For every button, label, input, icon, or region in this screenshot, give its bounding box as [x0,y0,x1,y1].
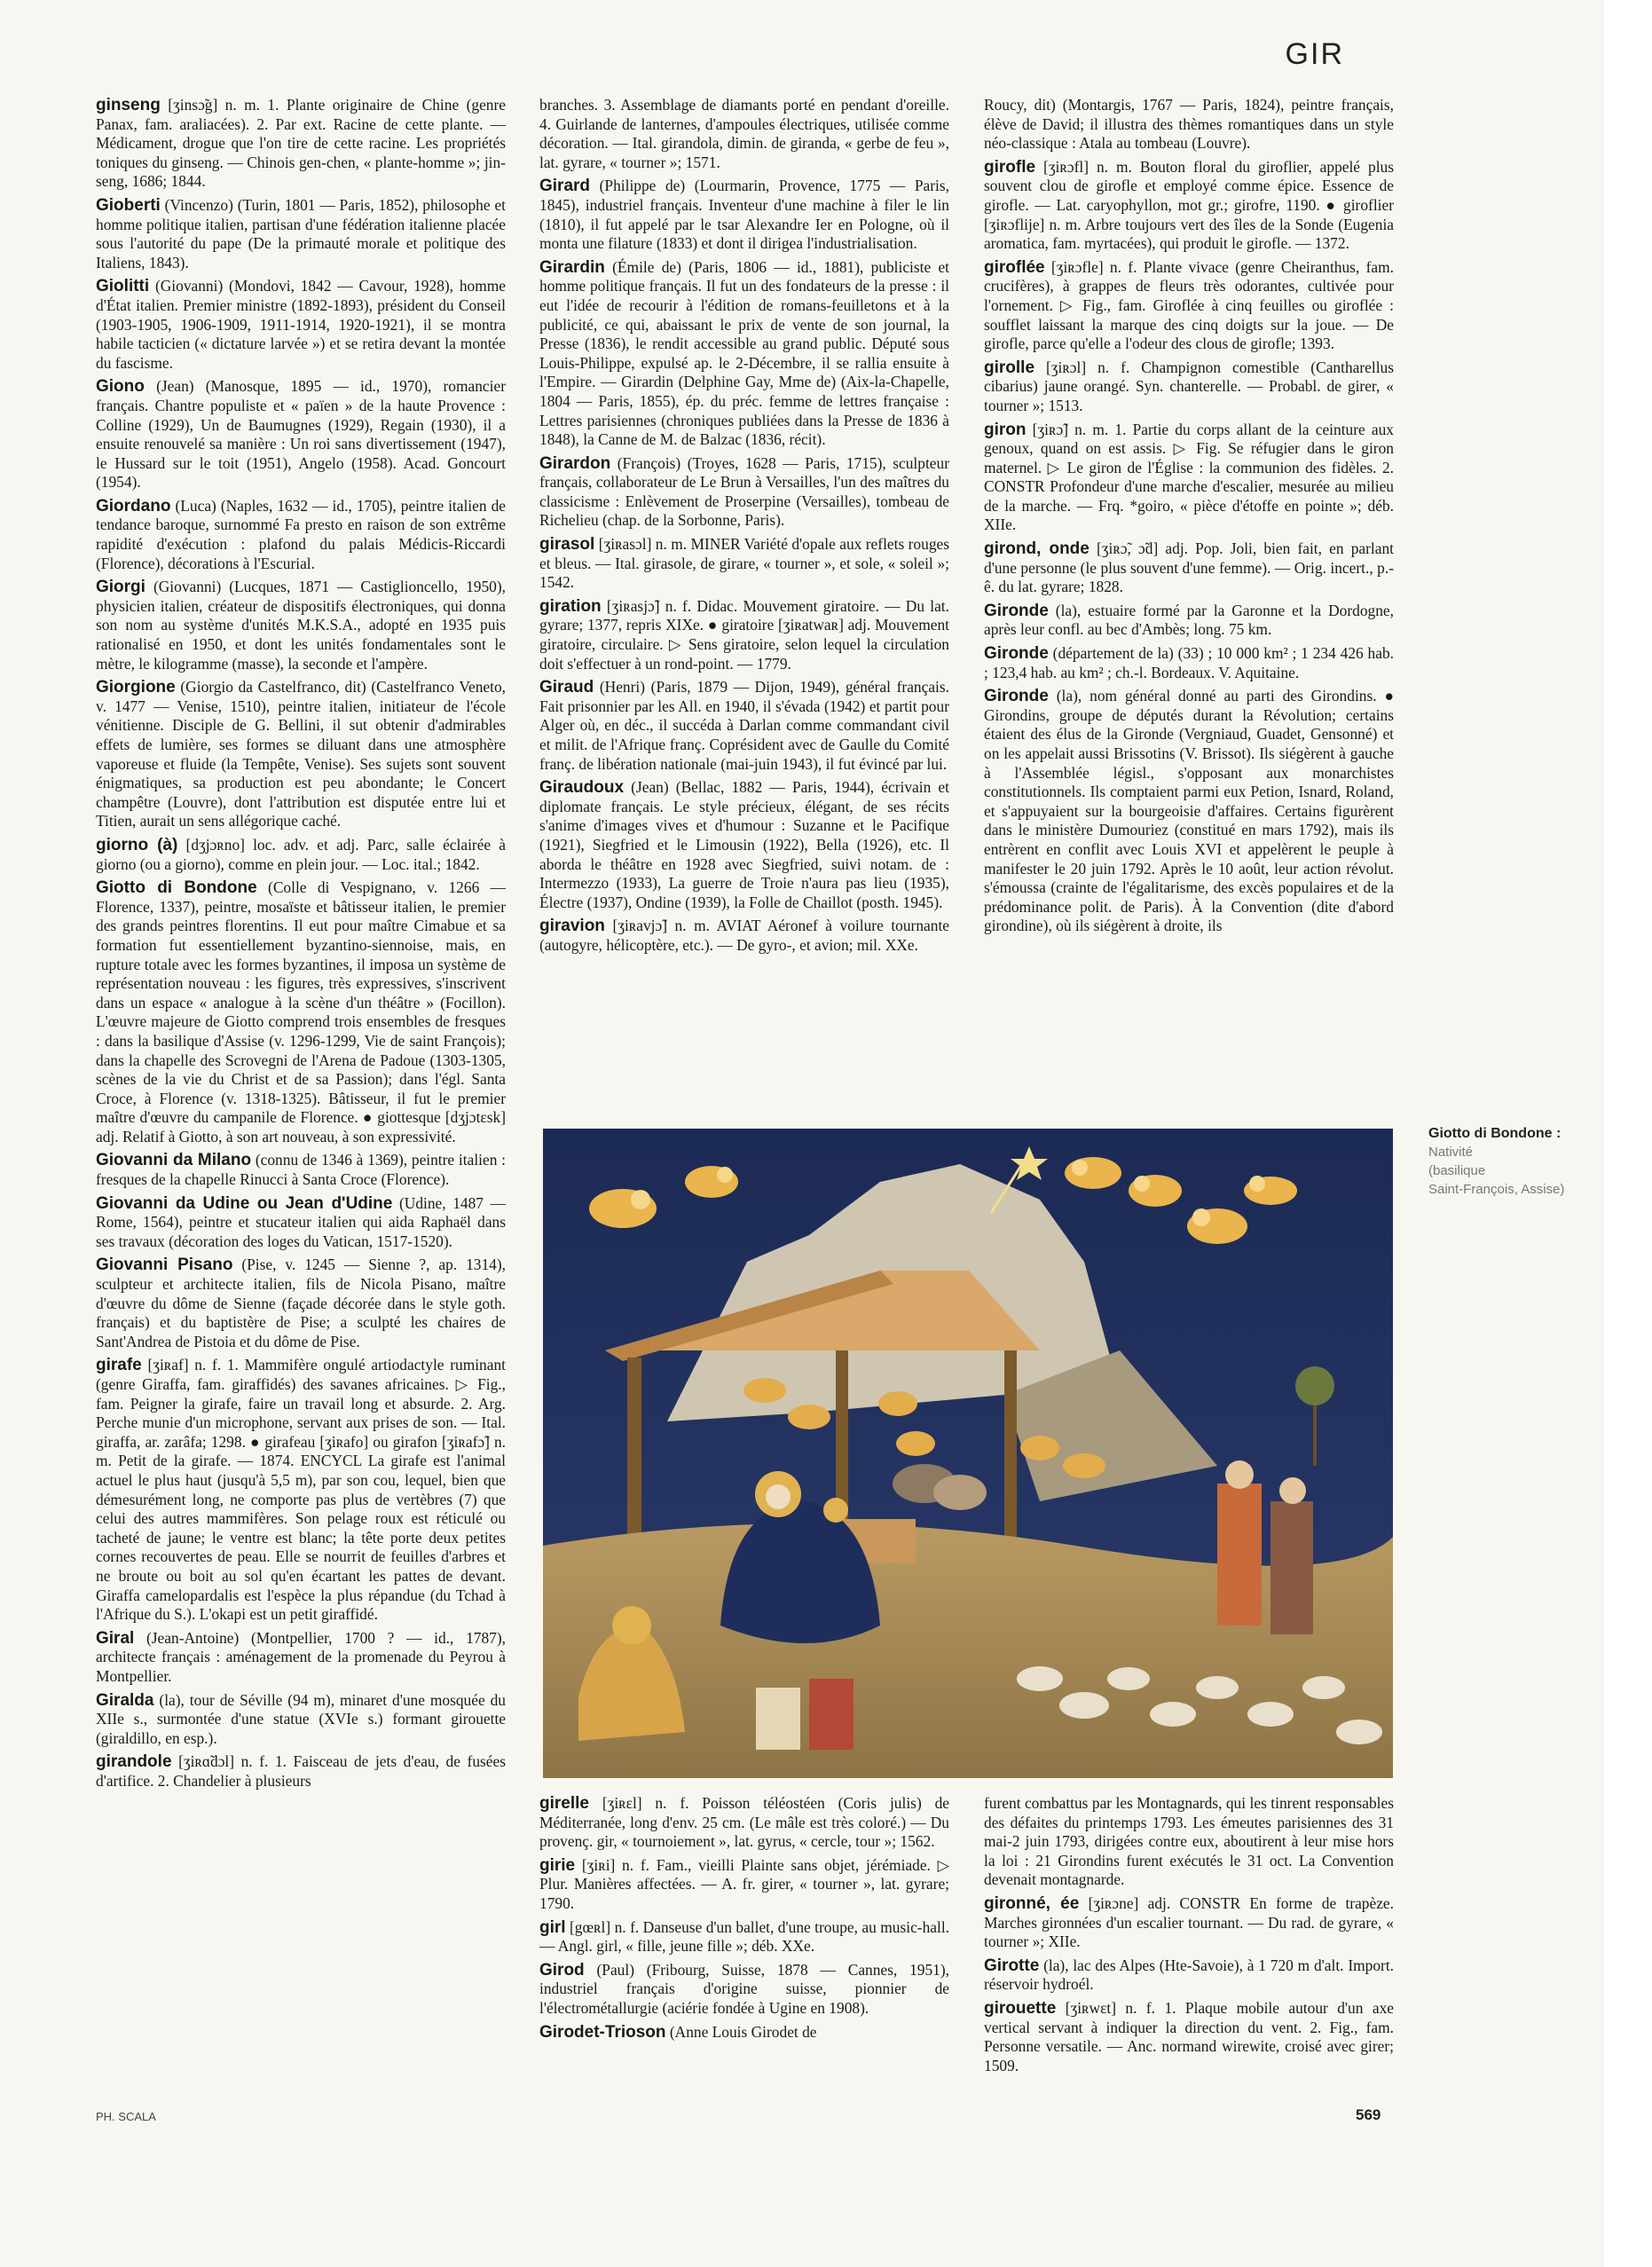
photo-credit: PH. SCALA [96,2110,156,2123]
dictionary-entry [96,497,506,573]
dictionary-entry [984,687,1394,936]
entry-definition: [ʒiʀɔl] n. f. Champignon comestible (Cantharellus cibarius) jaune orangé. Syn. chanterelle. — Probabl. de girer, « tourner »; 1513. [984,358,1394,414]
entry-definition: [ʒiʀaf] n. f. 1. Mammifère ongulé artiodactyle ruminant (genre Giraffa, fam. giraffidés) des savanes africaines. ▷ Fig., fam. Peigner la girafe, faire un travail long et absurde. 2. Arg. Perche munie d'un microphone, servant aux prises de son. — Ital. giraffa, ar. zarâfa; 1298. ● girafeau [ʒiʀafo] ou girafon [ʒiʀafɔ̃] n. m. Petit de la girafe. — 1874. ENCYCL La girafe est l'animal actuel le plus haut (jusqu'à 5,5 m), par son cou, lequel, bien que démesurément long, ne comporte pas plus de vertèbres (7) que celui des autres mammifères. Son pelage roux est réticulé ou tacheté de jaune; le ventre est blanc; la tête porte deux petites cornes recouvertes de peau. Elle se nourrit de feuilles d'arbres et ne broute ou boit au sol qu'en écartant les pattes de devant. Giraffa camelopardalis est l'espèce la plus répandue (du Tchad à l'Afrique du S.). L'okapi est un petit giraffidé. [96,1356,506,1624]
caption-title: Giotto di Bondone : [1428,1126,1562,1141]
entry-definition: (Émile de) (Paris, 1806 — id., 1881), publiciste et homme politique français. Il fut un des fondateurs de la presse : il eut l'idée de recourir à l'édition de romans-feuilletons et à la publicité, ce qui, abaissant le prix de vente de son journal, la Presse (1836), le rendit accessible au grand public. Député sous Louis-Philippe, expulsé ap. le 2-Décembre, il se rallia ensuite à l'Empire. — Girardin (Delphine Gay, Mme de) (Aix-la-Chapelle, 1804 — Paris, 1855), ép. du préc. femme de lettres française : Lettres parisiennes (chroniques publiées dans la Presse de 1836 à 1848), la Canne de M. de Balzac (1836, récit). [539,257,949,449]
column-2 [539,96,949,1107]
entry-headword: Giralda [96,1690,154,1710]
column-3 [984,96,1394,1107]
entry-headword: Giorgi [96,578,146,597]
entry-definition: (Jean) (Manosque, 1895 — id., 1970), romancier français. Chantre populiste et « païen » de la haute Provence : Colline (1929), Un de Baumugnes (1929), Regain (1930), il a ensuite renouvelé sa manière : Un roi sans divertissement (1947), le Hussard sur le toit (1951), Angelo (1958). Acad. Goncourt (1954). [96,377,506,492]
entry-headword: Giovanni da Milano [96,1151,252,1170]
entry-headword: Girardin [539,257,605,277]
entry-headword: girond, onde [984,539,1090,559]
dictionary-entry [96,1356,506,1624]
entry-headword: Giordano [96,496,171,516]
dictionary-entry [539,96,949,172]
entry-definition: [ʒiʀɔfl] n. m. Bouton floral du giroflier, appelé plus souvent clou de girofle et employé comme épice. Essence de girofle. — Lat. caryophyllon, mot gr.; girofre, 1190. ● giroflier [ʒiʀɔflije] n. m. Arbre toujours vert des îles de la Sonde (Eugenia aromatica, fam. myrtacées), qui produit le girofle. — 1372. [984,157,1394,253]
dictionary-entry [96,836,506,874]
entry-headword: Girod [539,1960,585,1980]
dictionary-entry [984,1956,1394,1995]
entry-definition: (la), tour de Séville (94 m), minaret d'une mosquée du XIIe s., surmontée d'une statue (XVIe s.) formant girouette (giraldillo, en esp.). [96,1690,506,1747]
entry-headword: Girard [539,177,591,196]
entry-definition: [ʒiʀɔ̃, ɔ̃d] adj. Pop. Joli, bien fait, en parlant d'une personne (le plus souvent d'une femme). — Orig. incert., p.-ê. du lat. gyrare; 1828. [984,539,1394,596]
dictionary-entry [96,878,506,1146]
entry-headword: girafe [96,1356,142,1375]
dictionary-entry [96,1629,506,1687]
dictionary-entry [984,539,1394,597]
entry-definition: (Jean-Antoine) (Montpellier, 1700 ? — id., 1787), architecte français : aménagement de la promenade du Peyrou à Montpellier. [96,1628,506,1685]
entry-definition: [ʒiʀɛl] n. f. Poisson téléostéen (Coris julis) de Méditerranée, long d'env. 25 cm. (Le mâle est très coloré.) — Du provenç. gir, « tournoiement », lat. gyrus, « cercle, tour »; 1562. [539,1794,949,1851]
entry-headword: Giral [96,1628,135,1648]
entry-headword: girl [539,1917,566,1937]
entry-headword: Gironde [984,687,1049,706]
entry-definition: [ʒiʀɔne] adj. CONSTR En forme de trapèze. Marches gironnées d'un escalier tournant. — Du rad. de gyrare, « tourner »; XIIe. [984,1893,1394,1951]
entry-headword: Gironde [984,644,1049,664]
entry-definition: (Anne Louis Girodet de [665,2022,817,2041]
entry-headword: giration [539,596,602,616]
dictionary-entry [539,678,949,774]
entry-headword: giorno (à) [96,835,178,854]
entry-definition: (Paul) (Fribourg, Suisse, 1878 — Cannes, 1951), industriel français d'origine suisse, pionnier de l'électrométallurgie (aciérie fondée à Ugine en 1908). [539,1960,949,2017]
dictionary-entry [984,602,1394,640]
entry-definition: (François) (Troyes, 1628 — Paris, 1715), sculpteur français, collaborateur de Le Brun à Versailles, l'un des maîtres du classicisme : Enlèvement de Proserpine (Versailles), tombeau de Richelieu (chap. de la Sorbonne, Paris). [539,453,949,530]
entry-headword: girasol [539,535,595,555]
entry-definition: [ʒiʀasɔl] n. m. MINER Variété d'opale aux reflets rouges et bleus. — Ital. girasole, de girare, « tourner », et sole, « soleil »; 1542. [539,535,949,592]
dictionary-entry [539,177,949,253]
dictionary-entry [96,1752,506,1791]
entry-definition: (Udine, 1487 — Rome, 1564), peintre et stucateur italien qui aida Raphaël dans ses travaux (décoration des loges du Vatican, 1517-1520). [96,1193,506,1250]
entry-definition: (Colle di Vespignano, v. 1266 — Florence, 1337), peintre, mosaïste et bâtisseur italien, le premier des grands peintres florentins. Il eut pour maître Cimabue et sa formation fut essentiellement byzantino-siennoise, mais, en rupture totale avec les formes byzantines, il imposa un système de représentation nouveau : les figures, très expressives, s'inscrivent dans un espace « analogue à la scène d'un théâtre » (Focillon). L'œuvre majeure de Giotto comprend trois ensembles de fresques : dans la basilique d'Assise (v. 1296-1299, Vie de saint François); dans la chapelle des Scrovegni de l'Arena de Padoue (1303-1305, scènes de la vie du Christ et de sa Passion); dans l'égl. Santa Croce, à Florence (v. 1318-1325). Bâtisseur, il fut le premier maître d'œuvre du campanile de Florence. ● giottesque [dʒjɔtɛsk] adj. Relatif à Giotto, à son art nouveau, à son expressivité. [96,878,506,1145]
entry-headword: Giorgione [96,678,176,697]
entry-headword: Gironde [984,601,1049,620]
column-1 [96,96,506,2074]
entry-headword: girouette [984,1998,1057,2018]
dictionary-entry [539,258,949,450]
dictionary-entry [96,277,506,373]
entry-headword: giravion [539,917,605,936]
dictionary-entry [984,358,1394,416]
dictionary-entry [96,1256,506,1351]
page-edge [1604,0,1652,2267]
entry-headword: Gioberti [96,195,161,215]
entry-definition: (Henri) (Paris, 1879 — Dijon, 1949), général français. Fait prisonnier par les All. en 1940, il s'évada (1942) et partit pour Alger où, en déc., il succéda à Darlan comme commandant civil et milit. de l'Afrique franç. Coprésident avec de Gaulle du Comité franç. de libération nationale (mai-juin 1943), il fut évincé par lui. [539,678,949,773]
entry-definition: (la), lac des Alpes (Hte-Savoie), à 1 720 m d'alt. Import. réservoir hydroél. [984,1956,1394,1994]
entry-definition: (Philippe de) (Lourmarin, Provence, 1775 — Paris, 1845), industriel français. Inventeur d'une machine à filer le lin (1810), il fut appelé par le tsar Alexandre Ier en Pologne, où il monta une filature (1833) et dont il dirigea l'industrialisation. [539,177,949,253]
dictionary-entry [984,1999,1394,2075]
fresco-illustration [543,1129,1393,1778]
entry-definition: (Giovanni) (Mondovi, 1842 — Cavour, 1928), homme d'État italien. Premier ministre (1892-1893), président du Conseil (1903-1905, 1906-1909, 1911-1914, 1920-1921), il se montra habile tacticien (« dictature larvée ») et se retira devant la montée du fascisme. [96,277,506,372]
entry-definition: [ʒinsɔ̃g] n. m. 1. Plante originaire de Chine (genre Panax, fam. araliacées). 2. Par ext. Racine de cette plante. — Médicament, drogue que l'on tire de cette racine. Les propriétés toniques du ginseng. — Chinois gen-chen, « plante-homme »; jin-seng, 1686; 1844. [96,96,506,191]
entry-headword: girolle [984,358,1035,377]
dictionary-entry [539,1961,949,2019]
dictionary-entry [96,1151,506,1189]
entry-definition: [ʒiʀi] n. f. Fam., vieilli Plainte sans objet, jérémiade. ▷ Plur. Manières affectées. — A. fr. girer, « tourner », lat. gyrare; 1790. [539,1855,949,1912]
dictionary-entry [539,454,949,531]
entry-definition: [ʒiʀasjɔ̃] n. f. Didac. Mouvement giratoire. — Du lat. gyrare; 1377, repris XIXe. ● giratoire [ʒiʀatwaʀ] adj. Mouvement giratoire, circulaire. ▷ Sens giratoire, selon lequel la circulation doit s'effectuer à un rond-point. — 1779. [539,596,949,673]
dictionary-entry [96,96,506,192]
entry-definition: [ʒiʀɑ̃dɔl] n. f. 1. Faisceau de jets d'eau, de fusées d'artifice. 2. Chandelier à plusieurs [96,1752,506,1790]
nativity-fresco-image [543,1129,1393,1778]
entry-headword: Giovanni Pisano [96,1256,233,1275]
entry-definition: [ʒiʀavjɔ̃] n. m. AVIAT Aéronef à voilure tournante (autogyre, hélicoptère, etc.). — De gyro-, et avion; mil. XXe. [539,917,949,954]
caption-line: Nativité [1428,1145,1474,1160]
dictionary-entry [984,258,1394,354]
entry-headword: Giotto di Bondone [96,878,257,898]
entry-headword: Girodet-Trioson [539,2022,666,2042]
entry-headword: Giolitti [96,277,150,296]
dictionary-entry [96,1194,506,1252]
dictionary-entry [96,578,506,673]
dictionary-entry [539,2023,949,2043]
figure-caption [1428,1124,1606,1199]
dictionary-entry [984,158,1394,254]
entry-headword: giron [984,420,1027,439]
entry-definition: [ʒiʀɔfle] n. f. Plante vivace (genre Cheiranthus, fam. crucifères), à grappes de fleurs très odorantes, cultivée pour l'ornement. ▷ Fig., fam. Giroflée à cinq feuilles ou giroflée : soufflet laissant la marque des cinq doigts sur la joue. — De girofle, parce qu'elle a l'odeur des clous de girofle; 1393. [984,257,1394,353]
dictionary-entry [539,1856,949,1914]
dictionary-entry [984,421,1394,536]
dictionary-entry [96,377,506,492]
dictionary-entry [539,1794,949,1852]
dictionary-entry [539,917,949,955]
dictionary-entry [539,597,949,673]
dictionary-entry [984,1794,1394,1890]
entry-definition: (Vincenzo) (Turin, 1801 — Paris, 1852), philosophe et homme politique italien, partisan d'une fédération italienne placée sous l'autorité du pape (De la primauté morale et politique des Italiens, 1843). [96,195,506,272]
entry-definition: (Pise, v. 1245 — Sienne ?, ap. 1314), sculpteur et architecte italien, fils de Nicola Pisano, maître d'œuvre du dôme de Sienne (façade décorée dans le style goth. français) et du baptistère de Pise; a sculpté les chaires de Sant'Andrea de Pistoia et du dôme de Pise. [96,1256,506,1350]
dictionary-entry [96,678,506,831]
dictionary-entry [539,1918,949,1956]
entry-headword: Girotte [984,1956,1040,1975]
entry-definition: [dʒjɔʀno] loc. adv. et adj. Parc, salle éclairée à giorno (ou a giorno), comme en plein jour. — Loc. ital.; 1842. [96,835,506,873]
dictionary-entry [96,196,506,272]
entry-headword: Giraud [539,678,594,697]
dictionary-entry [984,644,1394,682]
entry-headword: Giraudoux [539,778,625,798]
entry-definition: branches. 3. Assemblage de diamants porté en pendant d'oreille. 4. Guirlande de lanternes, d'ampoules électriques, utilisée comme décoration. — Ital. girandola, dimin. de giranda, « gerbe de feu », lat. gyrare, « tourner »; 1571. [539,96,949,171]
entry-definition: Roucy, dit) (Montargis, 1767 — Paris, 1824), peintre français, élève de David; il illustra des thèmes romantiques dans un style néo-classique : Atala au tombeau (Louvre). [984,96,1394,153]
entry-definition: [ʒiʀɔ̃] n. m. 1. Partie du corps allant de la ceinture aux genoux, quand on est assis. ▷ Fig. Se réfugier dans le giron maternel. ▷ Le giron de l'Église : la communion des fidèles. 2. CONSTR Profondeur d'une marche d'escalier, mesurée au milieu de la marche. — Frq. *goiro, « pièce d'étoffe en pointe »; déb. XIIe. [984,420,1394,534]
entry-headword: gironné, ée [984,1893,1080,1913]
entry-definition: (Giovanni) (Lucques, 1871 — Castiglioncello, 1950), physicien italien, créateur de dispositifs électroniques, qui donna son nom au système d'unités M.K.S.A., adopté en 1935 puis rationalisé en 1950, et dont les unités fondamentales sont le mètre, le kilogramme (masse), la seconde et l'ampère. [96,578,506,673]
dictionary-entry [539,535,949,593]
entry-definition: furent combattus par les Montagnards, qui les tinrent responsables des défaites du printemps 1793. Les émeutes parisiennes des 31 mai-2 juin 1793, dirigées contre eux, aboutirent à leur mise hors la loi : 21 Girondins furent exécutés le 31 oct. La Convention devenait montagnarde. [984,1794,1394,1889]
entry-headword: giroflée [984,257,1045,277]
entry-definition: (Giorgio da Castelfranco, dit) (Castelfranco Veneto, v. 1477 — Venise, 1510), peintre italien, initiateur de l'école vénitienne. Disciple de G. Bellini, il sut obtenir d'admirables effets de lumière, ses formes se diluant dans une atmosphère vaporeuse et fluide (la Tempête, Venise). Ses sujets sont souvent énigmatiques, sa production est peu abondante; le Concert champêtre (Louvre), dont l'attribution est disputée entre lui et Titien, aurait un sens allégorique caché. [96,678,506,830]
column-3-lower [984,1794,1394,2096]
guide-word: GIR [1285,37,1344,71]
dictionary-entry [984,96,1394,153]
entry-headword: Giovanni da Udine ou Jean d'Udine [96,1193,393,1213]
caption-line: Saint-François, Assise) [1428,1182,1565,1197]
entry-definition: (département de la) (33) ; 10 000 km² ; 1 234 426 hab. ; 123,4 hab. au km² ; ch.-l. Bordeaux. V. Aquitaine. [984,644,1394,681]
entry-headword: girandole [96,1752,172,1772]
entry-definition: (la), nom général donné au parti des Girondins. ● Girondins, groupe de députés durant la Révolution; certains étaient des élus de la Gironde (Vergniaud, Guadet, Gensonné) et on les appelait aussi Brissotins (V. Brissot). Ils siégèrent à gauche à l'Assemblée législ., s'opposant aux monarchistes constitutionnels. Ils comptaient parmi eux Petion, Isnard, Roland, et s'appuyaient sur la bourgeoisie d'affaires. Certains figurèrent dans le ministère Dumouriez (constitué en mars 1792), mais ils entrèrent en conflit avec Louis XVI et appelèrent le peuple à manifester le 20 juin 1792. Après le 10 août, leur action révolut. s'émoussa (crainte de l'égalitarisme, des excès populaires et de la prédominance polit. de Paris). À la Convention (dite d'abord girondine), où ils siégèrent à droite, ils [984,687,1394,935]
column-2-lower [539,1794,949,2096]
entry-definition: (la), estuaire formé par la Garonne et la Dordogne, après leur confl. au bec d'Ambès; long. 75 km. [984,601,1394,639]
dictionary-entry [96,1691,506,1749]
entry-headword: girelle [539,1794,589,1813]
entry-definition: [gœʀl] n. f. Danseuse d'un ballet, d'une troupe, au music-hall. — Angl. girl, « fille, jeune fille »; déb. XXe. [539,1917,949,1956]
entry-headword: girofle [984,157,1036,177]
caption-line: (basilique [1428,1163,1486,1178]
page-number: 569 [1356,2106,1381,2123]
dictionary-entry [984,1894,1394,1952]
entry-headword: Giono [96,377,145,397]
entry-definition: [ʒiʀwɛt] n. f. 1. Plaque mobile autour d'un axe vertical servant à indiquer la direction du vent. 2. Fig., fam. Personne versatile. — Anc. normand wirewite, croisé avec girer; 1509. [984,1998,1394,2074]
entry-headword: ginseng [96,96,161,114]
entry-definition: (connu de 1346 à 1369), peintre italien : fresques de la chapelle Rinucci à Santa Croce (Florence). [96,1151,506,1189]
entry-headword: girie [539,1855,576,1875]
entry-definition: (Luca) (Naples, 1632 — id., 1705), peintre italien de tendance baroque, surnommé Fa presto en raison de son extrême rapidité d'exécution : plafond du palais Médicis-Riccardi (Florence), décorations à l'Escurial. [96,496,506,572]
dictionary-entry [539,778,949,912]
entry-headword: Girardon [539,453,611,473]
entry-definition: (Jean) (Bellac, 1882 — Paris, 1944), écrivain et diplomate français. Le style précieux, élégant, de ses récits s'anime d'images vives et d'humour : Suzanne et le Pacifique (1921), Siegfried et le Limousin (1922), Bella (1926), etc. Il aborda le théâtre en 1928 avec Siegfried, suivi notam. de : Intermezzo (1933), La guerre de Troie n'aura pas lieu (1935), Électre (1937), Ondine (1939), la Folle de Chaillot (posth. 1945). [539,778,949,911]
